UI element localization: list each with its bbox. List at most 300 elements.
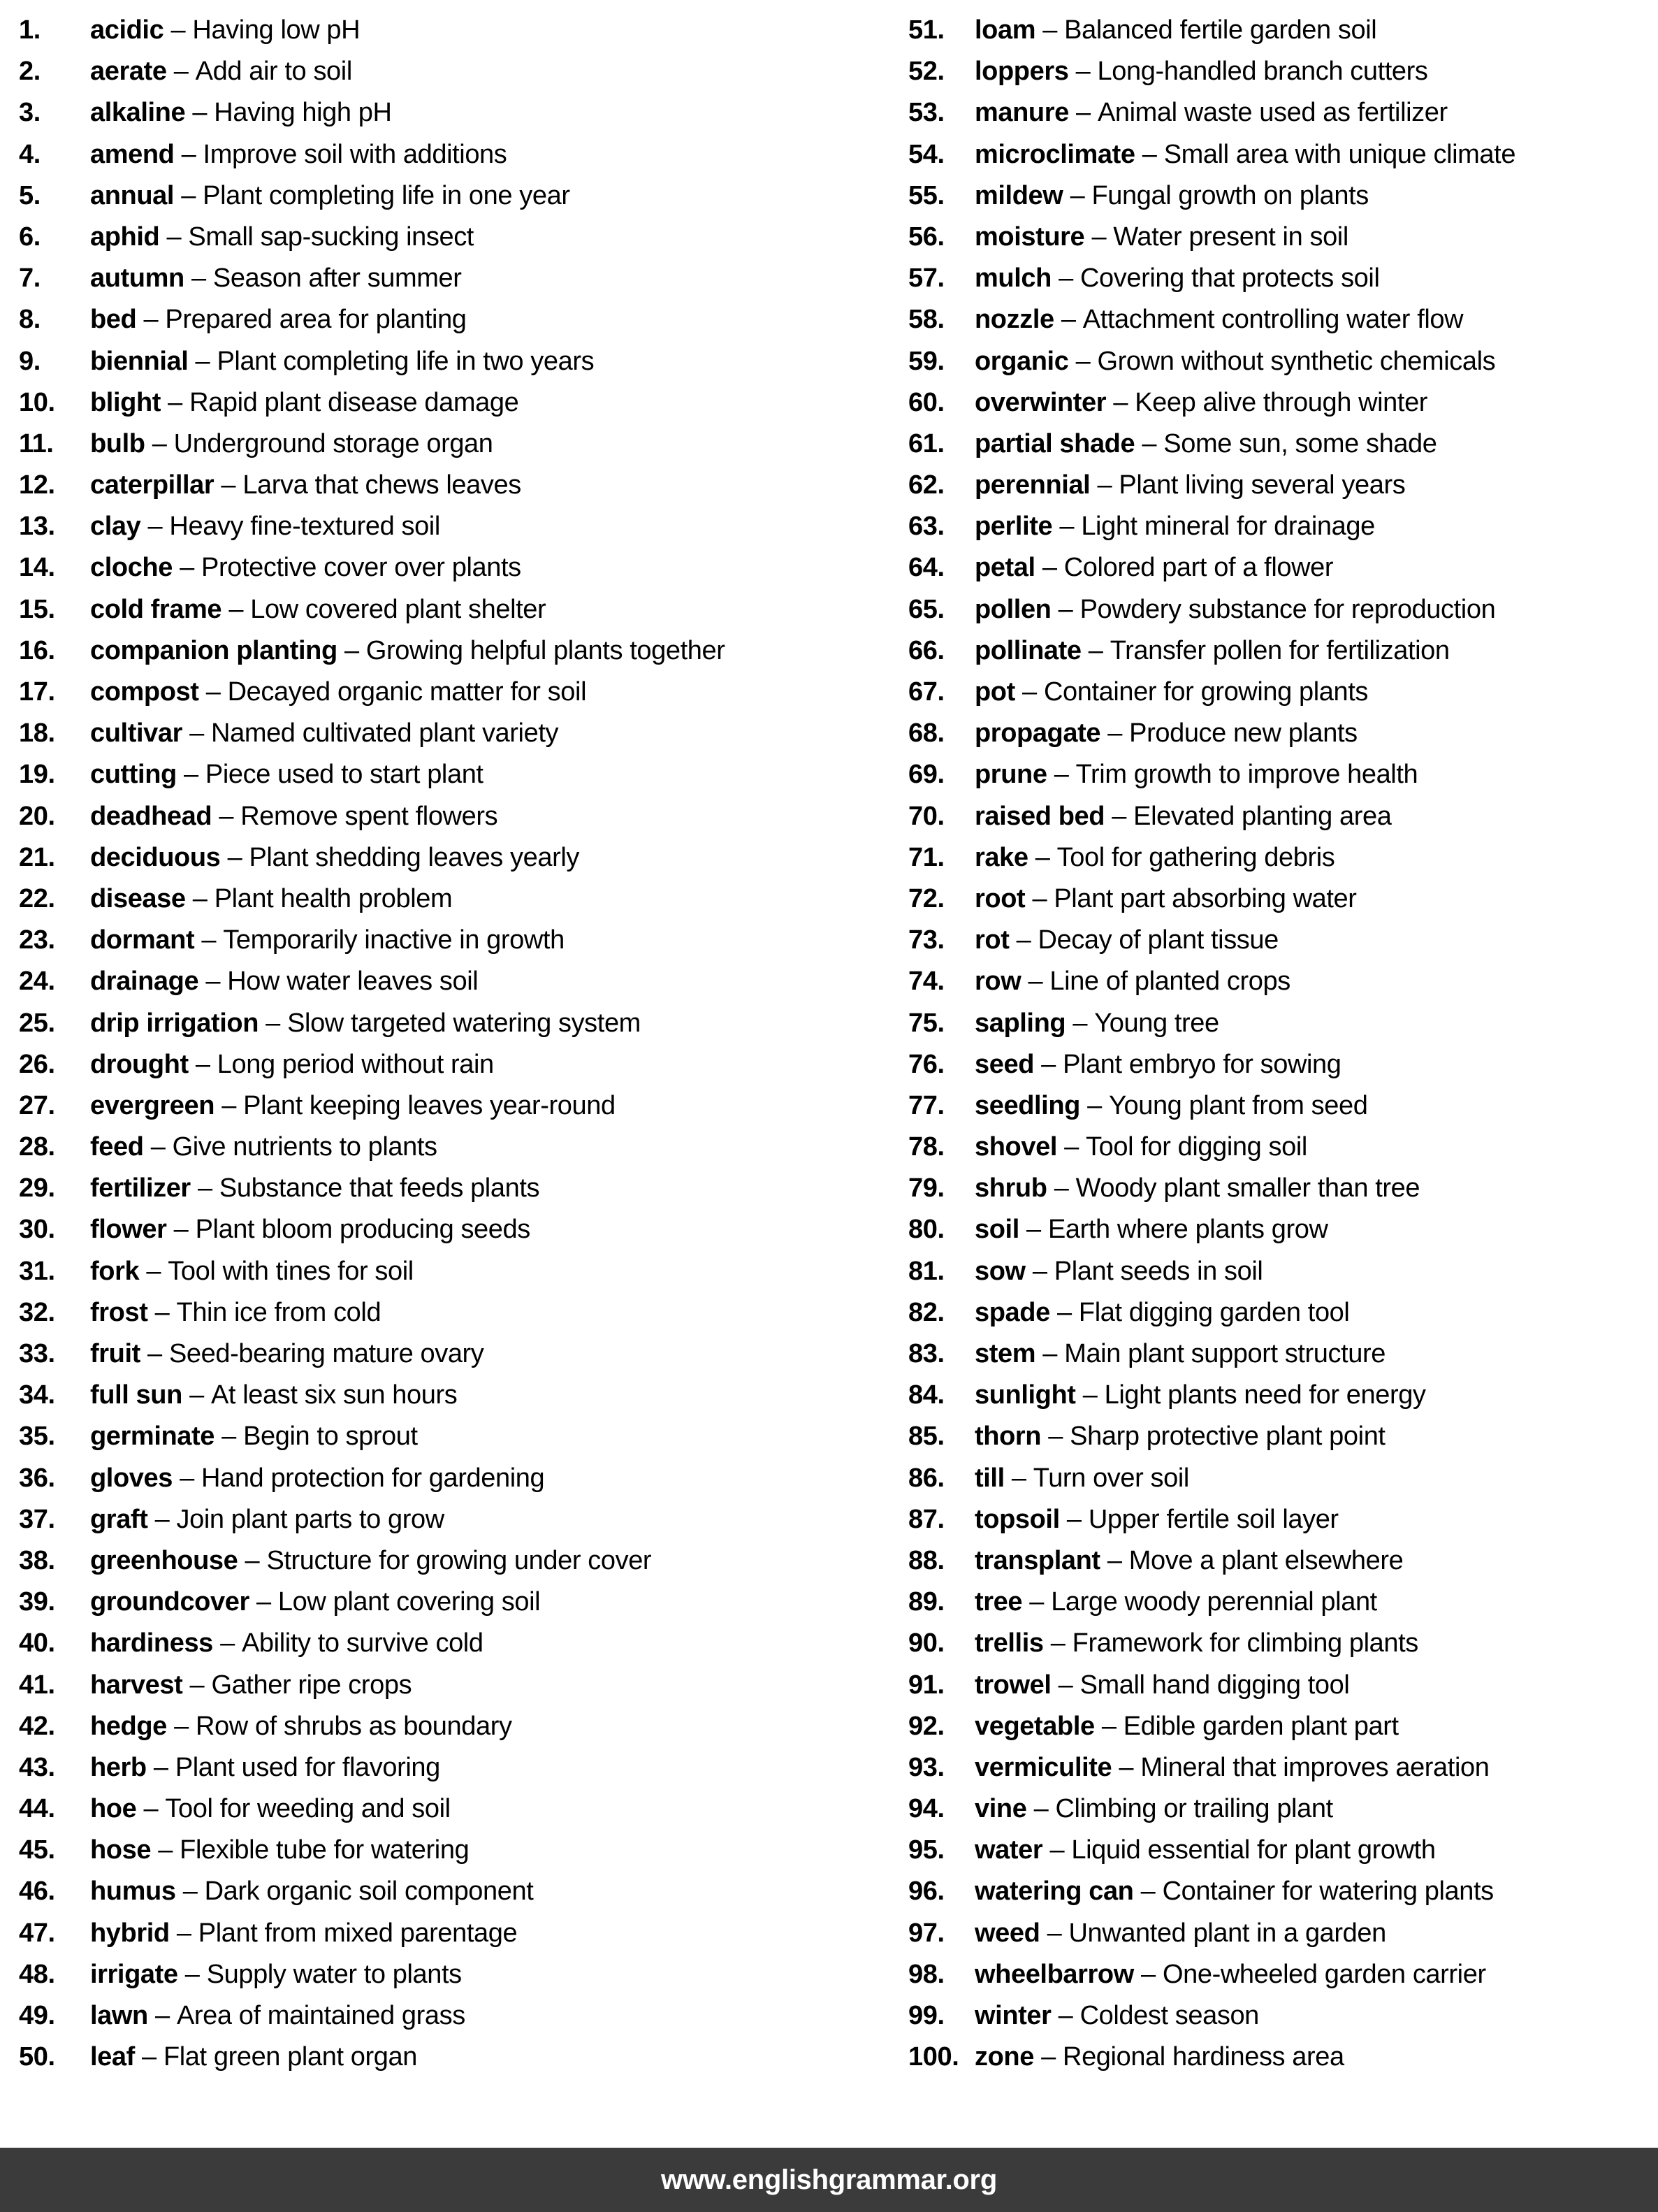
list-item [19,382,892,424]
item-term: feed [90,1132,144,1162]
item-term: evergreen [90,1090,215,1120]
item-definition: Transfer pollen for fertilization [1110,635,1450,665]
item-number: 99. [908,2001,945,2030]
list-item [908,754,1652,795]
item-separator: – [194,925,224,955]
item-number: 23. [19,925,55,955]
item-separator: – [1094,1711,1123,1741]
item-term: shrub [975,1173,1047,1203]
item-number: 29. [19,1173,55,1203]
item-separator: – [214,470,243,500]
item-term: fork [90,1256,140,1286]
list-item [908,506,1652,547]
list-item [19,713,892,754]
item-definition: Grown without synthetic chemicals [1097,346,1496,376]
item-definition: Plant seeds in soil [1054,1256,1263,1286]
item-number: 11. [19,428,54,458]
item-number: 73. [908,925,945,955]
item-term: biennial [90,346,189,376]
list-item [19,217,892,258]
item-term: trellis [975,1628,1044,1658]
item-separator: – [1133,1959,1163,1989]
list-item [19,92,892,133]
item-definition: Large woody perennial plant [1051,1587,1377,1617]
item-definition: Container for watering plants [1162,1877,1494,1907]
list-item [19,1416,892,1457]
item-number: 80. [908,1215,945,1245]
item-separator: – [172,553,202,583]
item-number: 70. [908,801,945,831]
list-item [19,1582,892,1623]
item-definition: Growing helpful plants together [365,635,725,665]
item-definition: Covering that protects soil [1079,263,1380,294]
list-item [908,1209,1652,1250]
item-separator: – [169,1918,198,1948]
item-term: nozzle [975,305,1054,335]
item-definition: Seed-bearing mature ovary [168,1339,484,1368]
item-term: watering can [975,1877,1134,1907]
list-item [908,258,1652,299]
list-item [908,424,1652,465]
item-separator: – [147,1504,177,1534]
item-term: prune [975,760,1047,790]
item-number: 95. [908,1835,945,1865]
item-number: 67. [908,677,945,707]
left-column [19,10,892,2078]
list-item [19,299,892,340]
item-definition: Line of planted crops [1049,967,1290,997]
item-separator: – [1066,1008,1095,1038]
item-term: hoe [90,1794,137,1824]
list-item [19,1665,892,1706]
item-definition: Framework for climbing plants [1072,1628,1418,1658]
item-number: 33. [19,1339,55,1368]
item-term: clay [90,512,141,542]
item-term: row [975,967,1021,997]
item-separator: – [249,1587,278,1617]
item-definition: Liquid essential for plant growth [1071,1835,1436,1865]
item-definition: Small area with unique climate [1163,139,1516,169]
list-item [908,879,1652,920]
list-item [908,341,1652,382]
item-term: shovel [975,1132,1057,1162]
list-item [908,2037,1652,2078]
item-definition: Water present in soil [1113,222,1348,252]
item-separator: – [174,180,203,210]
list-item [908,1375,1652,1416]
item-separator: – [1035,15,1065,45]
list-item [19,1209,892,1250]
item-definition: Protective cover over plants [201,553,521,583]
list-item [908,217,1652,258]
list-item [19,547,892,588]
list-item [908,1458,1652,1499]
item-definition: Begin to sprout [243,1422,418,1452]
item-separator: – [1090,470,1119,500]
list-item [908,1499,1652,1540]
item-separator: – [1049,1297,1079,1327]
item-separator: – [1022,1587,1052,1617]
item-separator: – [134,2042,163,2072]
list-item [908,465,1652,506]
item-definition: Decayed organic matter for soil [227,677,587,707]
item-number: 75. [908,1008,945,1038]
item-separator: – [1135,139,1164,169]
item-separator: – [172,1463,202,1493]
item-term: fruit [90,1339,140,1368]
item-term: loam [975,15,1036,45]
list-item [908,1747,1652,1788]
item-number: 47. [19,1918,55,1948]
item-number: 62. [908,470,945,500]
item-number: 41. [19,1670,55,1700]
item-term: sunlight [975,1380,1076,1410]
item-term: cloche [90,553,173,583]
item-separator: – [1051,1670,1080,1700]
item-definition: Plant shedding leaves yearly [249,842,580,872]
list-item [908,1788,1652,1830]
item-term: zone [975,2042,1034,2072]
item-number: 10. [19,387,55,417]
item-term: aphid [90,222,160,252]
item-term: hose [90,1835,152,1865]
item-number: 74. [908,967,945,997]
item-definition: Regional hardiness area [1063,2042,1344,2072]
item-definition: Sharp protective plant point [1070,1422,1386,1452]
list-item [19,754,892,795]
list-item [19,1623,892,1664]
item-definition: Heavy fine-textured soil [169,512,440,542]
item-number: 92. [908,1711,945,1741]
list-item [908,547,1652,588]
item-definition: Tool for weeding and soil [165,1794,451,1824]
item-term: propagate [975,718,1101,749]
item-definition: Flat green plant organ [163,2042,417,2072]
item-definition: Coldest season [1079,2001,1259,2030]
item-definition: Attachment controlling water flow [1082,305,1464,335]
item-number: 22. [19,883,55,913]
item-number: 71. [908,842,945,872]
item-term: vermiculite [975,1752,1112,1782]
list-item [19,506,892,547]
item-definition: Flexible tube for watering [180,1835,470,1865]
item-separator: – [1019,1215,1048,1245]
item-separator: – [1035,1339,1065,1368]
item-separator: – [1135,428,1164,458]
item-definition: Plant part absorbing water [1054,883,1357,913]
item-definition: Underground storage organ [173,428,493,458]
item-term: bulb [90,428,145,458]
item-definition: Colored part of a flower [1063,553,1334,583]
item-term: compost [90,677,199,707]
item-number: 79. [908,1173,945,1203]
list-item [19,920,892,961]
item-separator: – [1100,1545,1129,1575]
item-separator: – [198,677,228,707]
item-definition: Plant embryo for sowing [1063,1049,1341,1079]
item-definition: Plant used for flavoring [175,1752,440,1782]
list-item [19,134,892,175]
item-term: groundcover [90,1587,249,1617]
item-term: organic [975,346,1069,376]
item-term: water [975,1835,1043,1865]
item-definition: Fungal growth on plants [1091,180,1369,210]
list-item [908,796,1652,837]
item-term: lawn [90,2001,148,2030]
item-separator: – [1035,553,1064,583]
list-item [19,837,892,879]
item-number: 69. [908,760,945,790]
item-separator: – [1054,305,1083,335]
item-term: mildew [975,180,1063,210]
list-item [19,1499,892,1540]
list-item [19,796,892,837]
footer-bar [0,2148,1658,2212]
list-item [908,1995,1652,2037]
item-separator: – [198,967,228,997]
item-definition: Hand protection for gardening [201,1463,545,1493]
item-definition: Trim growth to improve health [1075,760,1418,790]
list-item [19,1168,892,1209]
item-number: 57. [908,263,945,294]
list-item [19,1085,892,1127]
item-separator: – [147,2001,177,2030]
item-separator: – [1106,387,1135,417]
item-term: cultivar [90,718,182,749]
list-item [908,1333,1652,1375]
item-number: 17. [19,677,55,707]
item-definition: Turn over soil [1033,1463,1189,1493]
item-term: fertilizer [90,1173,191,1203]
item-separator: – [1059,1504,1089,1534]
item-separator: – [182,718,212,749]
item-definition: Plant living several years [1119,470,1406,500]
item-separator: – [1025,883,1054,913]
item-number: 46. [19,1877,55,1907]
item-definition: Season after summer [212,263,462,294]
list-item [19,1540,892,1582]
item-term: companion planting [90,635,337,665]
item-separator: – [1068,57,1098,87]
list-item [19,879,892,920]
item-number: 38. [19,1545,55,1575]
item-number: 91. [908,1670,945,1700]
item-separator: – [166,57,196,87]
item-separator: – [212,1628,242,1658]
list-item [908,961,1652,1002]
item-number: 76. [908,1049,945,1079]
list-item [908,1127,1652,1168]
item-term: acidic [90,15,164,45]
list-item [19,1954,892,1995]
item-separator: – [1047,760,1076,790]
item-term: hedge [90,1711,167,1741]
item-term: flower [90,1215,167,1245]
item-definition: Climbing or trailing plant [1055,1794,1333,1824]
item-number: 6. [19,222,41,252]
item-number: 5. [19,180,41,210]
item-number: 45. [19,1835,55,1865]
item-separator: – [1015,677,1044,707]
item-term: stem [975,1339,1036,1368]
item-separator: – [176,760,205,790]
item-definition: Powdery substance for reproduction [1079,594,1496,624]
item-term: deadhead [90,801,212,831]
item-number: 7. [19,263,41,294]
item-separator: – [1105,801,1134,831]
item-definition: Plant completing life in two years [217,346,595,376]
list-item [908,1954,1652,1995]
item-term: vine [975,1794,1027,1824]
item-separator: – [185,883,214,913]
item-number: 83. [908,1339,945,1368]
item-term: manure [975,98,1069,128]
item-term: transplant [975,1545,1100,1575]
item-definition: Balanced fertile garden soil [1064,15,1377,45]
item-separator: – [1041,1422,1070,1452]
item-term: seed [975,1049,1035,1079]
right-column [908,10,1652,2078]
list-item [19,258,892,299]
item-number: 15. [19,594,55,624]
item-number: 35. [19,1422,55,1452]
list-item [19,51,892,92]
item-definition: Unwanted plant in a garden [1068,1918,1386,1948]
item-number: 96. [908,1877,945,1907]
item-number: 61. [908,428,945,458]
item-definition: Join plant parts to grow [176,1504,444,1534]
item-definition: Small hand digging tool [1079,1670,1350,1700]
item-number: 81. [908,1256,945,1286]
list-item [908,837,1652,879]
item-separator: – [1051,594,1080,624]
item-separator: – [1042,1835,1072,1865]
item-separator: – [1056,1132,1086,1162]
list-item [19,1292,892,1333]
item-number: 100. [908,2042,959,2072]
item-number: 26. [19,1049,55,1079]
item-term: cold frame [90,594,222,624]
item-definition: Slow targeted watering system [287,1008,641,1038]
item-definition: Small sap-sucking insect [188,222,474,252]
item-number: 16. [19,635,55,665]
item-definition: Rapid plant disease damage [189,387,519,417]
item-definition: Having high pH [214,98,392,128]
item-separator: – [1021,967,1050,997]
item-number: 84. [908,1380,945,1410]
list-item [908,299,1652,340]
list-item [908,1251,1652,1292]
item-term: rake [975,842,1028,872]
item-definition: Light plants need for energy [1104,1380,1426,1410]
item-number: 51. [908,15,945,45]
item-separator: – [1033,2042,1063,2072]
item-definition: Container for growing plants [1043,677,1369,707]
item-definition: Mineral that improves aeration [1140,1752,1490,1782]
list-item [19,630,892,672]
list-item [19,1788,892,1830]
item-number: 30. [19,1215,55,1245]
item-number: 28. [19,1132,55,1162]
item-term: frost [90,1297,148,1327]
item-separator: – [159,222,189,252]
item-number: 93. [908,1752,945,1782]
item-definition: Area of maintained grass [176,2001,465,2030]
item-number: 78. [908,1132,945,1162]
item-term: pollen [975,594,1052,624]
item-separator: – [139,1256,168,1286]
item-number: 36. [19,1463,55,1493]
item-definition: Give nutrients to plants [172,1132,437,1162]
list-item [908,630,1652,672]
item-number: 27. [19,1090,55,1120]
item-term: drought [90,1049,189,1079]
item-number: 3. [19,98,41,128]
list-item [19,341,892,382]
item-term: root [975,883,1026,913]
item-term: humus [90,1877,176,1907]
item-number: 24. [19,967,55,997]
item-definition: Remove spent flowers [240,801,498,831]
item-number: 44. [19,1794,55,1824]
item-term: amend [90,139,175,169]
item-definition: Animal waste used as fertilizer [1097,98,1448,128]
item-definition: Flat digging garden tool [1078,1297,1350,1327]
item-number: 65. [908,594,945,624]
item-definition: Supply water to plants [206,1959,462,1989]
item-separator: – [146,1752,175,1782]
item-number: 90. [908,1628,945,1658]
item-number: 55. [908,180,945,210]
item-term: topsoil [975,1504,1060,1534]
list-item [19,1706,892,1747]
item-number: 54. [908,139,945,169]
list-item [908,1665,1652,1706]
item-separator: – [1047,1173,1076,1203]
list-item [908,1913,1652,1954]
item-separator: – [1051,263,1080,294]
item-number: 53. [908,98,945,128]
item-separator: – [238,1545,267,1575]
item-separator: – [161,387,190,417]
item-separator: – [166,1711,196,1741]
item-separator: – [221,594,251,624]
list-item [908,1582,1652,1623]
item-term: sow [975,1256,1026,1286]
item-definition: Produce new plants [1129,718,1358,749]
item-term: graft [90,1504,148,1534]
item-term: winter [975,2001,1052,2030]
item-separator: – [166,1215,196,1245]
item-number: 12. [19,470,55,500]
item-definition: Thin ice from cold [176,1297,381,1327]
item-term: sapling [975,1008,1066,1038]
item-separator: – [214,1090,244,1120]
item-definition: Edible garden plant part [1123,1711,1399,1741]
item-separator: – [147,1297,177,1327]
item-number: 52. [908,57,945,87]
item-definition: Keep alive through winter [1135,387,1428,417]
list-item [19,1458,892,1499]
item-definition: Ability to survive cold [241,1628,483,1658]
item-definition: Main plant support structure [1064,1339,1386,1368]
item-term: partial shade [975,428,1135,458]
item-separator: – [1040,1918,1069,1948]
item-term: spade [975,1297,1050,1327]
item-separator: – [136,1794,166,1824]
item-definition: Row of shrubs as boundary [195,1711,512,1741]
item-term: perlite [975,512,1053,542]
